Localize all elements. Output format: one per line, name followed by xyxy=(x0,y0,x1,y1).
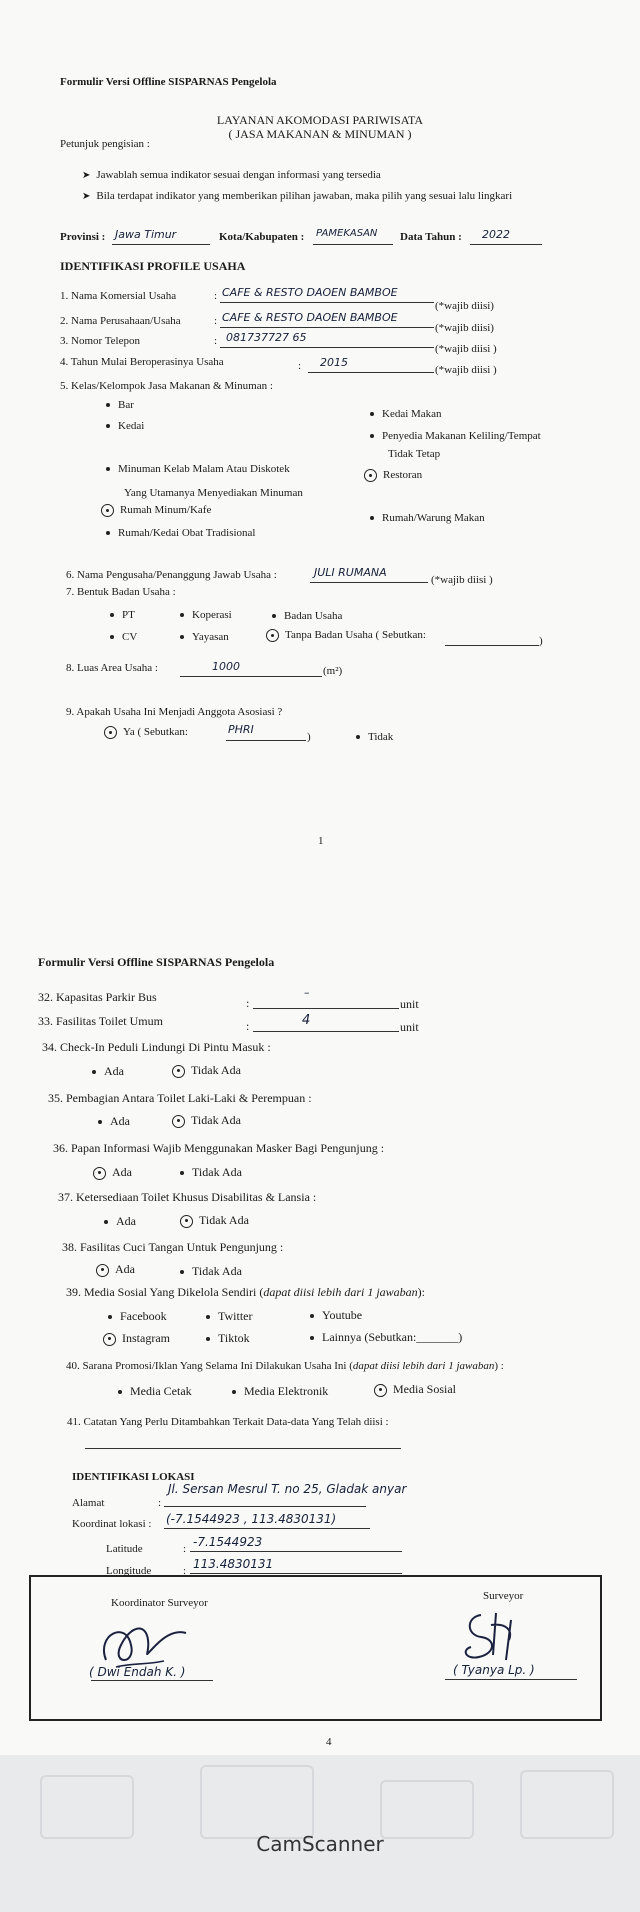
q41-label: 41. Catatan Yang Perlu Ditambahkan Terkait Data-data Yang Telah diisi : xyxy=(67,1416,389,1428)
q39-option-tiktok[interactable]: Tiktok xyxy=(206,1331,250,1346)
q39-option-lainnya[interactable]: Lainnya (Sebutkan:_______) xyxy=(310,1330,462,1345)
q32-value: – xyxy=(304,986,310,999)
selected-circle-icon xyxy=(172,1115,185,1128)
q5-option-minuman-line2: Yang Utamanya Menyediakan Minuman xyxy=(124,487,303,499)
q40-option-elektronik[interactable]: Media Elektronik xyxy=(232,1384,328,1399)
q4-label: 4. Tahun Mulai Beroperasinya Usaha xyxy=(60,356,224,368)
q3-wajib: (*wajib diisi ) xyxy=(435,343,497,355)
selected-circle-icon xyxy=(172,1065,185,1078)
q9-option-tidak[interactable]: Tidak xyxy=(356,731,393,743)
selected-circle-icon xyxy=(266,629,279,642)
q39-label: 39. Media Sosial Yang Dikelola Sendiri (dapat diisi lebih dari 1 jawaban): xyxy=(66,1285,426,1299)
q1-wajib: (*wajib diisi) xyxy=(435,300,494,312)
q34-label: 34. Check-In Peduli Lindungi Di Pintu Masuk : xyxy=(42,1040,271,1054)
koordinat-value: (-7.1544923 , 113.4830131) xyxy=(166,1512,337,1526)
q1-value: CAFE & RESTO DAOEN BAMBOE xyxy=(222,286,398,299)
surveyor-signature xyxy=(451,1605,541,1667)
q39-option-twitter[interactable]: Twitter xyxy=(206,1309,252,1324)
q40-option-cetak[interactable]: Media Cetak xyxy=(118,1384,192,1399)
q5-option-kedai[interactable]: Kedai xyxy=(106,420,144,432)
provinsi-value: Jawa Timur xyxy=(115,228,177,241)
longitude-label: Longitude xyxy=(106,1565,152,1577)
instruction-2: ➤ Bila terdapat indikator yang memberikan pilihan jawaban, maka pilih yang sesuai lalu lingkari xyxy=(82,190,513,202)
q7-option-badan-usaha[interactable]: Badan Usaha xyxy=(272,610,342,622)
q7-option-yayasan[interactable]: Yayasan xyxy=(180,631,229,643)
q3-label: 3. Nomor Telepon xyxy=(60,335,140,347)
surveyor-label: Surveyor xyxy=(483,1590,524,1602)
koordinator-label: Koordinator Surveyor xyxy=(111,1597,208,1609)
lokasi-title: IDENTIFIKASI LOKASI xyxy=(72,1471,195,1483)
q37-label: 37. Ketersediaan Toilet Khusus Disabilitas & Lansia : xyxy=(58,1190,317,1204)
q7-option-tanpa-selected[interactable]: Tanpa Badan Usaha ( Sebutkan: xyxy=(266,629,426,642)
koordinator-name: ( Dwi Endah K. ) xyxy=(89,1665,186,1679)
q5-option-obat[interactable]: Rumah/Kedai Obat Tradisional xyxy=(106,527,256,539)
selected-circle-icon xyxy=(104,726,117,739)
q33-label: 33. Fasilitas Toilet Umum xyxy=(38,1014,163,1028)
q1-label: 1. Nama Komersial Usaha xyxy=(60,290,177,302)
q5-option-bar[interactable]: Bar xyxy=(106,399,134,411)
q7-label: 7. Bentuk Badan Usaha : xyxy=(66,586,176,598)
arrow-right-icon: ➤ xyxy=(82,191,91,202)
q35-option-tidak-ada-selected[interactable]: Tidak Ada xyxy=(172,1113,241,1128)
camscanner-brand: CamScanner xyxy=(256,1832,384,1856)
q5-option-rumah-minum-selected[interactable]: Rumah Minum/Kafe xyxy=(101,504,211,517)
q7-option-koperasi[interactable]: Koperasi xyxy=(180,609,232,621)
q36-option-tidak-ada[interactable]: Tidak Ada xyxy=(180,1165,242,1180)
page-number-4: 4 xyxy=(326,1736,332,1748)
form-page-1: Formulir Versi Offline SISPARNAS Pengelola LAYANAN AKOMODASI PARIWISATA ( JASA MAKANAN & MINUMAN ) Petunjuk pengisian : ➤ Jawablah semua indikator sesuai dengan informasi yang tersedia ➤ Bila terdapat indikator yang memberikan pilihan jawaban, maka pilih yang sesuai lalu lingkari Provinsi : Jawa Timur Kota/Kabupaten : PAMEKASAN Data Tahun : 2022 IDENTIFIKASI PROFILE USAHA 1. Nama Komersial Usaha : CAFE & RESTO DAOEN BAMBOE (*wajib diisi) 2. Nama Perusahaan/Usaha : CAFE & RESTO DAOEN BAMBOE (*wajib diisi) 3. Nomor Telepon : 081737727 65 (*wajib diisi ) 4. Tahun Mulai Beroperasinya Usaha : 2015 (*wajib diisi ) 5. Kelas/Kelompok Jasa Makanan & Minuman : Bar Kedai Minuman Kelab Malam Atau Diskotek Yang Utamanya Menyediakan Minuman Rumah Minum/Kafe Rumah/Kedai Obat Tradisional Kedai Makan Penyedia Makanan Keliling/Tempat Tidak Tetap Restoran Rumah/Warung Makan 6. Nama Pengusaha/Penanggung Jawab Usaha : JULI RUMANA (*wajib diisi ) 7. Bentuk Badan Usaha : PT Koperasi Badan Usaha CV Yayasan Tanpa Badan Usaha ( Sebutkan: ) 8. Luas Area Usaha : 1000 (m²) 9. Apakah Usaha Ini Menjadi Anggota Asosiasi ? Ya ( Sebutkan: PHRI ) Tidak 1 xyxy=(0,0,640,905)
q9-label: 9. Apakah Usaha Ini Menjadi Anggota Asosiasi ? xyxy=(66,706,283,718)
heading-line-1: LAYANAN AKOMODASI PARIWISATA xyxy=(216,113,424,127)
form-title-page4: Formulir Versi Offline SISPARNAS Pengelola xyxy=(38,955,275,969)
q6-wajib: (*wajib diisi ) xyxy=(431,574,493,586)
q3-value: 081737727 65 xyxy=(226,331,307,344)
selected-circle-icon xyxy=(101,504,114,517)
q5-option-minuman[interactable]: Minuman Kelab Malam Atau Diskotek xyxy=(106,463,290,475)
q2-value: CAFE & RESTO DAOEN BAMBOE xyxy=(222,311,398,324)
q40-label: 40. Sarana Promosi/Iklan Yang Selama Ini Dilakukan Usaha Ini (dapat diisi lebih dari 1 jawaban) : xyxy=(66,1360,504,1372)
q8-value: 1000 xyxy=(212,660,240,673)
q37-option-tidak-ada-selected[interactable]: Tidak Ada xyxy=(180,1213,249,1228)
q5-option-kedai-makan[interactable]: Kedai Makan xyxy=(370,408,442,420)
q39-option-instagram-selected[interactable]: Instagram xyxy=(103,1331,170,1346)
q7-option-pt[interactable]: PT xyxy=(110,609,135,621)
q36-label: 36. Papan Informasi Wajib Menggunakan Masker Bagi Pengunjung : xyxy=(53,1141,385,1155)
q38-label: 38. Fasilitas Cuci Tangan Untuk Pengunjung : xyxy=(62,1240,284,1254)
selected-circle-icon xyxy=(96,1264,109,1277)
q2-label: 2. Nama Perusahaan/Usaha xyxy=(60,315,181,327)
selected-circle-icon xyxy=(180,1215,193,1228)
circle-icon xyxy=(364,469,377,482)
q8-unit: (m²) xyxy=(323,665,343,677)
koordinat-label: Koordinat lokasi : xyxy=(72,1518,152,1530)
q35-option-ada[interactable]: Ada xyxy=(98,1114,130,1129)
alamat-value: Jl. Sersan Mesrul T. no 25, Gladak anyar xyxy=(168,1482,407,1496)
q6-value: JULI RUMANA xyxy=(314,566,387,579)
q7-option-cv[interactable]: CV xyxy=(110,631,137,643)
q5-option-penyedia[interactable]: Penyedia Makanan Keliling/Tempat xyxy=(370,430,541,442)
latitude-label: Latitude xyxy=(106,1543,143,1555)
tahun-label: Data Tahun : xyxy=(400,231,462,243)
section-title: IDENTIFIKASI PROFILE USAHA xyxy=(60,259,246,273)
latitude-value: -7.1544923 xyxy=(193,1535,263,1549)
arrow-right-icon: ➤ xyxy=(82,170,91,181)
q5-option-restoran[interactable]: Restoran xyxy=(364,469,422,482)
kota-label: Kota/Kabupaten : xyxy=(219,231,305,243)
q36-option-ada-selected[interactable]: Ada xyxy=(93,1165,132,1180)
surveyor-name: ( Tyanya Lp. ) xyxy=(453,1663,535,1677)
q4-wajib: (*wajib diisi ) xyxy=(435,364,497,376)
provinsi-label: Provinsi : xyxy=(60,231,106,243)
q37-option-ada[interactable]: Ada xyxy=(104,1214,136,1229)
selected-circle-icon xyxy=(374,1384,387,1397)
q40-option-sosial-selected[interactable]: Media Sosial xyxy=(374,1382,456,1397)
heading-line-2: ( JASA MAKANAN & MINUMAN ) xyxy=(228,127,412,141)
q35-label: 35. Pembagian Antara Toilet Laki-Laki & Perempuan : xyxy=(48,1091,312,1105)
longitude-value: 113.4830131 xyxy=(193,1557,274,1571)
q9-ya-value: PHRI xyxy=(228,723,254,736)
q5-option-penyedia-line2: Tidak Tetap xyxy=(388,448,441,460)
q38-option-ada-selected[interactable]: Ada xyxy=(96,1262,135,1277)
q39-option-facebook[interactable]: Facebook xyxy=(108,1309,167,1324)
alamat-label: Alamat xyxy=(72,1497,105,1509)
q2-wajib: (*wajib diisi) xyxy=(435,322,494,334)
q6-label: 6. Nama Pengusaha/Penanggung Jawab Usaha : xyxy=(66,569,277,581)
q32-label: 32. Kapasitas Parkir Bus xyxy=(38,990,157,1004)
instruction-1: ➤ Jawablah semua indikator sesuai dengan informasi yang tersedia xyxy=(82,169,381,181)
q5-label: 5. Kelas/Kelompok Jasa Makanan & Minuman : xyxy=(60,380,273,392)
q34-option-ada[interactable]: Ada xyxy=(92,1064,124,1079)
q9-option-ya-selected[interactable]: Ya ( Sebutkan: xyxy=(104,726,188,739)
form-title: Formulir Versi Offline SISPARNAS Pengelola xyxy=(60,76,277,88)
signature-box xyxy=(29,1575,602,1721)
q39-option-youtube[interactable]: Youtube xyxy=(310,1308,362,1323)
page-number: 1 xyxy=(318,835,324,847)
kota-value: PAMEKASAN xyxy=(316,228,378,239)
q5-option-warung[interactable]: Rumah/Warung Makan xyxy=(370,512,485,524)
tahun-value: 2022 xyxy=(482,228,510,241)
instructions-label: Petunjuk pengisian : xyxy=(60,138,150,150)
selected-circle-icon xyxy=(93,1167,106,1180)
q4-value: 2015 xyxy=(320,356,348,369)
q38-option-tidak-ada[interactable]: Tidak Ada xyxy=(180,1264,242,1279)
q33-value: 4 xyxy=(302,1013,311,1028)
q8-label: 8. Luas Area Usaha : xyxy=(66,662,158,674)
selected-circle-icon xyxy=(103,1333,116,1346)
q34-option-tidak-ada-selected[interactable]: Tidak Ada xyxy=(172,1063,241,1078)
